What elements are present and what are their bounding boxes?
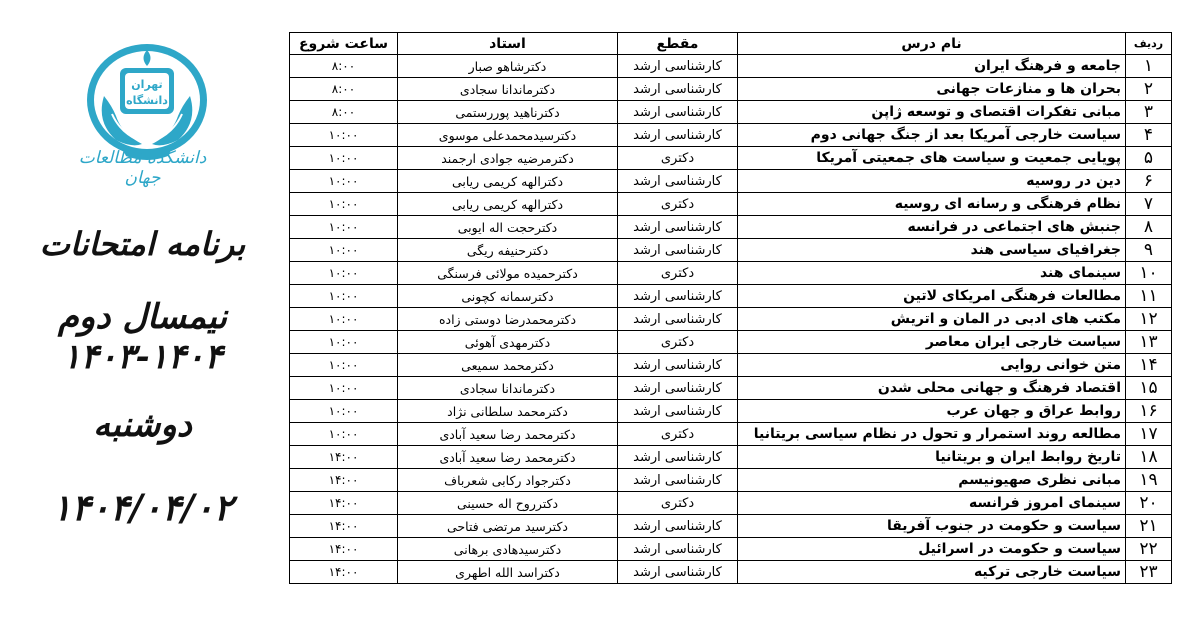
exam-schedule-title: برنامه امتحانات	[39, 225, 246, 263]
degree-level: کارشناسی ارشد	[618, 285, 738, 308]
row-number: ۲۳	[1126, 561, 1172, 584]
teacher-name: دکترمحمد رضا سعید آبادی	[398, 423, 618, 446]
course-name: سیاست و حکومت در جنوب آفریقا	[738, 515, 1126, 538]
course-name: سینمای امروز فرانسه	[738, 492, 1126, 515]
row-number: ۱۴	[1126, 354, 1172, 377]
teacher-name: دکترروح اله حسینی	[398, 492, 618, 515]
degree-level: کارشناسی ارشد	[618, 400, 738, 423]
teacher-name: دکترسیدهادی برهانی	[398, 538, 618, 561]
degree-level: دکتری	[618, 262, 738, 285]
course-name: سیاست خارجی آمریکا بعد از جنگ جهانی دوم	[738, 124, 1126, 147]
course-name: تاریخ روابط ایران و بریتانیا	[738, 446, 1126, 469]
table-row	[290, 78, 1172, 101]
table-row	[290, 193, 1172, 216]
start-time: ۱۰:۰۰	[290, 147, 398, 170]
row-number: ۱۵	[1126, 377, 1172, 400]
degree-level: کارشناسی ارشد	[618, 538, 738, 561]
row-number: ۵	[1126, 147, 1172, 170]
svg-text:تهران: تهران	[131, 78, 163, 91]
table-row	[290, 262, 1172, 285]
start-time: ۸:۰۰	[290, 55, 398, 78]
degree-level: کارشناسی ارشد	[618, 239, 738, 262]
course-name: سینمای هند	[738, 262, 1126, 285]
degree-level: کارشناسی ارشد	[618, 308, 738, 331]
course-name: سیاست خارجی ترکیه	[738, 561, 1126, 584]
row-number: ۱۰	[1126, 262, 1172, 285]
table-row	[290, 170, 1172, 193]
table-row	[290, 147, 1172, 170]
start-time: ۱۰:۰۰	[290, 193, 398, 216]
teacher-name: دکترمهدی آهوئی	[398, 331, 618, 354]
row-number: ۱	[1126, 55, 1172, 78]
degree-level: کارشناسی ارشد	[618, 377, 738, 400]
teacher-name: دکترماندانا سجادی	[398, 377, 618, 400]
teacher-name: دکترسید مرتضی فتاحی	[398, 515, 618, 538]
course-name: مبانی تفکرات اقتصای و توسعه ژاپن	[738, 101, 1126, 124]
table-body	[290, 55, 1172, 584]
start-time: ۱۰:۰۰	[290, 216, 398, 239]
course-name: نظام فرهنگی و رسانه ای روسیه	[738, 193, 1126, 216]
teacher-name: دکترالهه کریمی ریابی	[398, 170, 618, 193]
start-time: ۱۰:۰۰	[290, 423, 398, 446]
start-time: ۱۰:۰۰	[290, 285, 398, 308]
teacher-name: دکترماندانا سجادی	[398, 78, 618, 101]
course-name: مطالعه روند استمرار و تحول در نظام سیاسی بریتانیا	[738, 423, 1126, 446]
teacher-name: دکترجواد رکابی شعرباف	[398, 469, 618, 492]
course-name: روابط عراق و جهان عرب	[738, 400, 1126, 423]
teacher-name: دکترمحمد سمیعی	[398, 354, 618, 377]
course-name: مکتب های ادبی در المان و اتریش	[738, 308, 1126, 331]
table-row	[290, 446, 1172, 469]
row-number: ۱۶	[1126, 400, 1172, 423]
row-number: ۲۰	[1126, 492, 1172, 515]
svg-text:دانشگاه: دانشگاه	[126, 94, 168, 107]
row-number: ۳	[1126, 101, 1172, 124]
exam-date: ۱۴۰۴/۰۴/۰۲	[52, 487, 233, 529]
table-row	[290, 515, 1172, 538]
degree-level: کارشناسی ارشد	[618, 78, 738, 101]
table-header-row	[290, 33, 1172, 55]
table-row	[290, 400, 1172, 423]
teacher-name: دکترالهه کریمی ریابی	[398, 193, 618, 216]
table-row	[290, 285, 1172, 308]
faculty-name: دانشکده مطالعات جهان	[78, 148, 207, 188]
table-row	[290, 331, 1172, 354]
university-logo	[82, 44, 212, 162]
table-row	[290, 216, 1172, 239]
start-time: ۱۴:۰۰	[290, 446, 398, 469]
row-number: ۱۲	[1126, 308, 1172, 331]
teacher-name: دکترناهید پوررستمی	[398, 101, 618, 124]
start-time: ۱۴:۰۰	[290, 469, 398, 492]
teacher-name: دکترسمانه کچونی	[398, 285, 618, 308]
table-row	[290, 55, 1172, 78]
course-name: دین در روسیه	[738, 170, 1126, 193]
degree-level: کارشناسی ارشد	[618, 446, 738, 469]
start-time: ۱۴:۰۰	[290, 538, 398, 561]
teacher-name: دکترحجت اله ایوبی	[398, 216, 618, 239]
table-row	[290, 377, 1172, 400]
start-time: ۸:۰۰	[290, 78, 398, 101]
header-teacher: استاد	[398, 33, 618, 55]
degree-level: دکتری	[618, 147, 738, 170]
start-time: ۱۴:۰۰	[290, 515, 398, 538]
semester-label: نیمسال دوم ۱۴۰۴-۱۴۰۳	[57, 297, 228, 377]
table-row	[290, 124, 1172, 147]
row-number: ۱۹	[1126, 469, 1172, 492]
table-row	[290, 239, 1172, 262]
course-name: مطالعات فرهنگی امریکای لاتین	[738, 285, 1126, 308]
degree-level: دکتری	[618, 193, 738, 216]
course-name: سیاست خارجی ایران معاصر	[738, 331, 1126, 354]
header-start-time: ساعت شروع	[290, 33, 398, 55]
teacher-name: دکترمرضیه جوادی ارجمند	[398, 147, 618, 170]
row-number: ۲۲	[1126, 538, 1172, 561]
course-name: متن خوانی روایی	[738, 354, 1126, 377]
course-name: جغرافیای سیاسی هند	[738, 239, 1126, 262]
course-name: سیاست و حکومت در اسرائیل	[738, 538, 1126, 561]
degree-level: کارشناسی ارشد	[618, 216, 738, 239]
degree-level: دکتری	[618, 492, 738, 515]
start-time: ۸:۰۰	[290, 101, 398, 124]
start-time: ۱۰:۰۰	[290, 170, 398, 193]
exam-table	[289, 32, 1172, 584]
header-row-number: ردیف	[1126, 33, 1172, 55]
table-row	[290, 354, 1172, 377]
table-row	[290, 561, 1172, 584]
start-time: ۱۴:۰۰	[290, 561, 398, 584]
exam-table-container	[289, 32, 1171, 584]
teacher-name: دکترمحمد رضا سعید آبادی	[398, 446, 618, 469]
degree-level: کارشناسی ارشد	[618, 469, 738, 492]
degree-level: کارشناسی ارشد	[618, 561, 738, 584]
degree-level: کارشناسی ارشد	[618, 170, 738, 193]
degree-level: کارشناسی ارشد	[618, 354, 738, 377]
course-name: جامعه و فرهنگ ایران	[738, 55, 1126, 78]
header-course: نام درس	[738, 33, 1126, 55]
teacher-name: دکترمحمد سلطانی نژاد	[398, 400, 618, 423]
course-name: بحران ها و منازعات جهانی	[738, 78, 1126, 101]
row-number: ۲۱	[1126, 515, 1172, 538]
degree-level: کارشناسی ارشد	[618, 124, 738, 147]
start-time: ۱۰:۰۰	[290, 377, 398, 400]
row-number: ۹	[1126, 239, 1172, 262]
start-time: ۱۰:۰۰	[290, 308, 398, 331]
row-number: ۷	[1126, 193, 1172, 216]
course-name: اقتصاد فرهنگ و جهانی محلی شدن	[738, 377, 1126, 400]
degree-level: کارشناسی ارشد	[618, 515, 738, 538]
teacher-name: دکترسیدمحمدعلی موسوی	[398, 124, 618, 147]
start-time: ۱۰:۰۰	[290, 262, 398, 285]
table-row	[290, 469, 1172, 492]
start-time: ۱۰:۰۰	[290, 124, 398, 147]
row-number: ۱۱	[1126, 285, 1172, 308]
course-name: جنبش های اجتماعی در فرانسه	[738, 216, 1126, 239]
table-row	[290, 308, 1172, 331]
header-level: مقطع	[618, 33, 738, 55]
row-number: ۲	[1126, 78, 1172, 101]
teacher-name: دکترشاهو صبار	[398, 55, 618, 78]
row-number: ۶	[1126, 170, 1172, 193]
course-name: مبانی نظری صهیونیسم	[738, 469, 1126, 492]
row-number: ۱۸	[1126, 446, 1172, 469]
start-time: ۱۰:۰۰	[290, 354, 398, 377]
row-number: ۱۷	[1126, 423, 1172, 446]
table-row	[290, 423, 1172, 446]
row-number: ۱۳	[1126, 331, 1172, 354]
teacher-name: دکتراسد الله اطهری	[398, 561, 618, 584]
degree-level: دکتری	[618, 331, 738, 354]
start-time: ۱۰:۰۰	[290, 331, 398, 354]
header-panel	[0, 0, 285, 631]
row-number: ۸	[1126, 216, 1172, 239]
teacher-name: دکترمحمدرضا دوستی زاده	[398, 308, 618, 331]
teacher-name: دکترحمیده مولائی فرسنگی	[398, 262, 618, 285]
course-name: پویایی جمعیت و سیاست های جمعیتی آمریکا	[738, 147, 1126, 170]
start-time: ۱۰:۰۰	[290, 239, 398, 262]
table-row	[290, 538, 1172, 561]
weekday-label: دوشنبه	[93, 405, 192, 445]
row-number: ۴	[1126, 124, 1172, 147]
teacher-name: دکترحنیفه ریگی	[398, 239, 618, 262]
table-row	[290, 101, 1172, 124]
degree-level: دکتری	[618, 423, 738, 446]
start-time: ۱۴:۰۰	[290, 492, 398, 515]
start-time: ۱۰:۰۰	[290, 400, 398, 423]
table-row	[290, 492, 1172, 515]
degree-level: کارشناسی ارشد	[618, 55, 738, 78]
degree-level: کارشناسی ارشد	[618, 101, 738, 124]
